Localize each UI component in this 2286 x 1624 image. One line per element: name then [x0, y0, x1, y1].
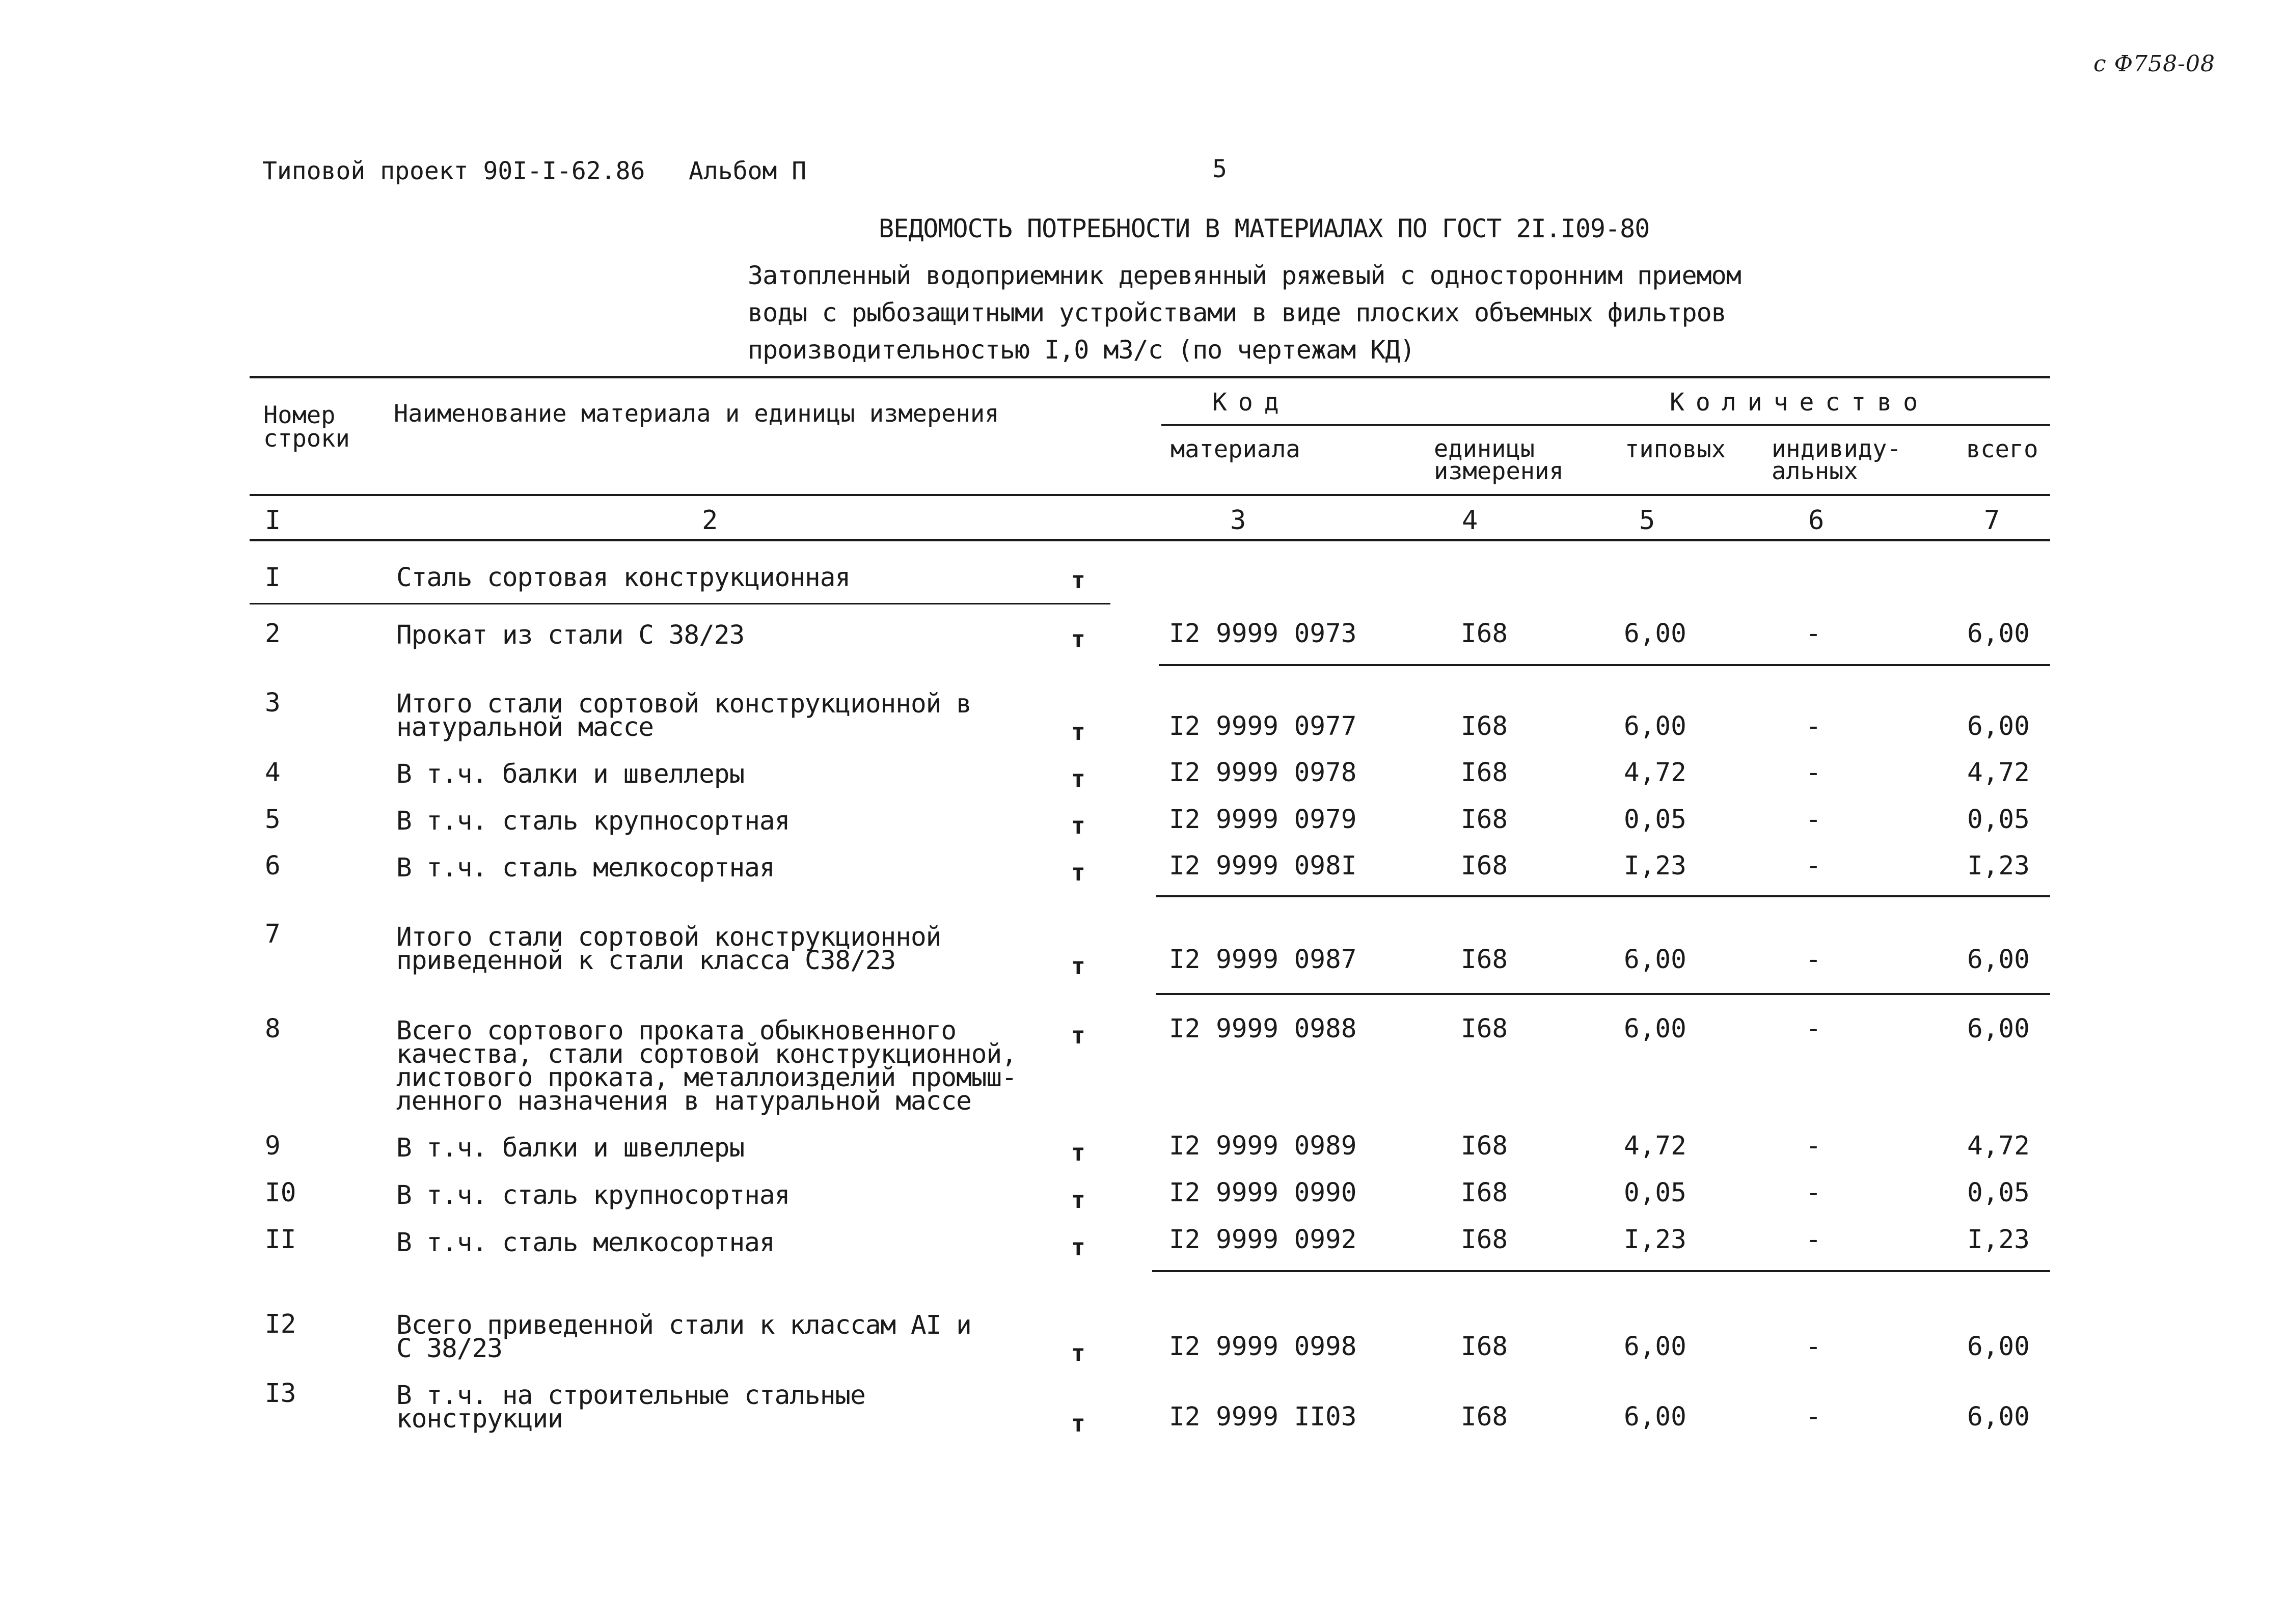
row-6-name: В т.ч. сталь мелкосортная: [396, 853, 775, 883]
row-13-unit: т: [1071, 1410, 1085, 1437]
project-designation: Типовой проект 90I-I-62.86: [262, 157, 645, 185]
row-11-unit: т: [1071, 1233, 1085, 1261]
archive-code-note: с Ф758-08: [2093, 51, 2215, 77]
row-10-unit-code: I68: [1461, 1178, 1508, 1208]
row-9-typical: 4,72: [1624, 1131, 1686, 1161]
header-qty-typical: типовых: [1625, 435, 1726, 463]
row-13-code: I2 9999 II03: [1169, 1402, 1357, 1432]
row-6-underline: [1156, 895, 2050, 897]
row-3-name: Итого стали сортовой конструкционной в натуральной массе: [396, 689, 971, 742]
row-10-code: I2 9999 0990: [1169, 1178, 1357, 1208]
row-9-total: 4,72: [1967, 1131, 2030, 1161]
row-7-number: 7: [265, 919, 281, 949]
row-10-number: I0: [265, 1178, 296, 1208]
row-12-unit: т: [1071, 1339, 1085, 1367]
row-4-unit: т: [1071, 765, 1085, 792]
column-number-2: 2: [702, 505, 718, 536]
row-2-individual: -: [1806, 619, 1821, 649]
row-6-total: I,23: [1967, 851, 2030, 881]
column-numbers-rule: [250, 539, 2050, 541]
row-5-code: I2 9999 0979: [1169, 805, 1357, 835]
row-10-total: 0,05: [1967, 1178, 2030, 1208]
row-10-unit: т: [1071, 1186, 1085, 1214]
row-5-number: 5: [265, 805, 281, 835]
row-4-code: I2 9999 0978: [1169, 758, 1357, 788]
row-6-number: 6: [265, 851, 281, 881]
row-10-individual: -: [1806, 1178, 1821, 1208]
header-code-group: Код: [1212, 388, 1290, 417]
row-13-name: В т.ч. на строительные стальные конструкции: [396, 1381, 865, 1434]
row-8-typical: 6,00: [1624, 1014, 1686, 1044]
row-9-unit-code: I68: [1461, 1131, 1508, 1161]
row-11-code: I2 9999 0992: [1169, 1225, 1357, 1255]
row-13-typical: 6,00: [1624, 1402, 1686, 1432]
header-material-code: материала: [1171, 435, 1300, 463]
row-9-name: В т.ч. балки и швеллеры: [396, 1133, 745, 1163]
row-3-number: 3: [265, 688, 281, 718]
row-4-unit-code: I68: [1461, 758, 1508, 788]
row-7-total: 6,00: [1967, 945, 2030, 975]
row-4-typical: 4,72: [1624, 758, 1686, 788]
row-12-number: I2: [265, 1309, 296, 1339]
row-3-unit-code: I68: [1461, 711, 1508, 741]
row-11-unit-code: I68: [1461, 1225, 1508, 1255]
row-9-individual: -: [1806, 1131, 1821, 1161]
row-13-individual: -: [1806, 1402, 1821, 1432]
row-1-number: I: [265, 563, 281, 593]
row-3-individual: -: [1806, 711, 1821, 741]
row-11-individual: -: [1806, 1225, 1821, 1255]
document-subtitle: Затопленный водоприемник деревянный ряжевый с односторонним приемом воды с рыбозащитными устройствами в виде плоских объемных фильтров производительностью I,0 м3/с (по чертежам КД): [748, 261, 1741, 365]
row-5-unit: т: [1071, 812, 1085, 839]
row-2-typical: 6,00: [1624, 619, 1686, 649]
row-8-unit: т: [1071, 1022, 1085, 1049]
header-subgroup-rule: [1161, 424, 2050, 426]
row-5-unit-code: I68: [1461, 805, 1508, 835]
column-number-3: 3: [1230, 505, 1246, 536]
row-6-code: I2 9999 098I: [1169, 851, 1357, 881]
row-12-code: I2 9999 0998: [1169, 1332, 1357, 1362]
column-number-6: 6: [1808, 505, 1825, 536]
page-number: 5: [1212, 155, 1227, 183]
row-2-number: 2: [265, 619, 281, 649]
row-2-unit: т: [1071, 625, 1085, 653]
row-7-individual: -: [1806, 945, 1821, 975]
row-8-code: I2 9999 0988: [1169, 1014, 1357, 1044]
header-material-name: Наименование материала и единицы измерения: [394, 400, 999, 428]
row-11-number: II: [265, 1225, 296, 1255]
row-1-name: Сталь сортовая конструкционная: [396, 563, 851, 593]
header-row-number: Номер строки: [263, 401, 350, 453]
column-number-5: 5: [1639, 505, 1655, 536]
column-number-4: 4: [1462, 505, 1478, 536]
row-11-underline: [1152, 1270, 2050, 1272]
row-1-underline: [250, 603, 1110, 604]
table-top-rule: [250, 376, 2050, 378]
column-number-1: I: [265, 505, 281, 536]
row-6-unit: т: [1071, 859, 1085, 886]
row-12-unit-code: I68: [1461, 1332, 1508, 1362]
row-12-typical: 6,00: [1624, 1332, 1686, 1362]
row-2-unit-code: I68: [1461, 619, 1508, 649]
row-3-code: I2 9999 0977: [1169, 711, 1357, 741]
row-9-number: 9: [265, 1131, 281, 1161]
row-12-total: 6,00: [1967, 1332, 2030, 1362]
row-5-typical: 0,05: [1624, 805, 1686, 835]
row-8-total: 6,00: [1967, 1014, 2030, 1044]
row-10-typical: 0,05: [1624, 1178, 1686, 1208]
row-13-total: 6,00: [1967, 1402, 2030, 1432]
row-8-unit-code: I68: [1461, 1014, 1508, 1044]
row-11-total: I,23: [1967, 1225, 2030, 1255]
row-1-unit: т: [1071, 566, 1085, 594]
row-8-name: Всего сортового проката обыкновенного качества, стали сортовой конструкционной, листового проката, металлоизделий промыш- ленного назначения в натуральной массе: [396, 1016, 1017, 1116]
header-unit-code: единицы измерения: [1434, 435, 1564, 485]
row-12-name: Всего приведенной стали к классам АI и С 38/23: [396, 1310, 971, 1364]
row-8-individual: -: [1806, 1014, 1821, 1044]
row-6-unit-code: I68: [1461, 851, 1508, 881]
row-7-unit: т: [1071, 952, 1085, 980]
row-7-code: I2 9999 0987: [1169, 945, 1357, 975]
row-7-name: Итого стали сортовой конструкционной приведенной к стали класса С38/23: [396, 922, 941, 976]
row-9-unit: т: [1071, 1139, 1085, 1166]
column-number-7: 7: [1984, 505, 2000, 536]
row-6-typical: I,23: [1624, 851, 1686, 881]
album-label: Альбом П: [689, 157, 807, 185]
row-4-name: В т.ч. балки и швеллеры: [396, 759, 745, 789]
header-bottom-rule: [250, 494, 2050, 496]
row-13-unit-code: I68: [1461, 1402, 1508, 1432]
row-2-name: Прокат из стали С 38/23: [396, 620, 745, 650]
row-5-name: В т.ч. сталь крупносортная: [396, 806, 790, 836]
row-5-total: 0,05: [1967, 805, 2030, 835]
row-2-code: I2 9999 0973: [1169, 619, 1357, 649]
row-4-total: 4,72: [1967, 758, 2030, 788]
row-12-individual: -: [1806, 1332, 1821, 1362]
header-quantity-group: Количество: [1670, 388, 1929, 417]
row-3-typical: 6,00: [1624, 711, 1686, 741]
row-8-number: 8: [265, 1014, 281, 1044]
row-6-individual: -: [1806, 851, 1821, 881]
row-3-unit: т: [1071, 718, 1085, 746]
row-9-code: I2 9999 0989: [1169, 1131, 1357, 1161]
row-2-underline: [1159, 664, 2050, 666]
row-11-name: В т.ч. сталь мелкосортная: [396, 1228, 775, 1258]
header-qty-individual: индивиду- альных: [1772, 435, 1901, 485]
row-7-unit-code: I68: [1461, 945, 1508, 975]
header-qty-total: всего: [1966, 435, 2038, 463]
row-7-underline: [1156, 993, 2050, 995]
row-13-number: I3: [265, 1379, 296, 1409]
row-10-name: В т.ч. сталь крупносортная: [396, 1180, 790, 1210]
document-title: ВЕДОМОСТЬ ПОТРЕБНОСТИ В МАТЕРИАЛАХ ПО ГОСТ 2I.I09-80: [879, 214, 1650, 243]
row-7-typical: 6,00: [1624, 945, 1686, 975]
row-5-individual: -: [1806, 805, 1821, 835]
row-3-total: 6,00: [1967, 711, 2030, 741]
row-4-individual: -: [1806, 758, 1821, 788]
row-4-number: 4: [265, 758, 281, 788]
row-11-typical: I,23: [1624, 1225, 1686, 1255]
row-2-total: 6,00: [1967, 619, 2030, 649]
